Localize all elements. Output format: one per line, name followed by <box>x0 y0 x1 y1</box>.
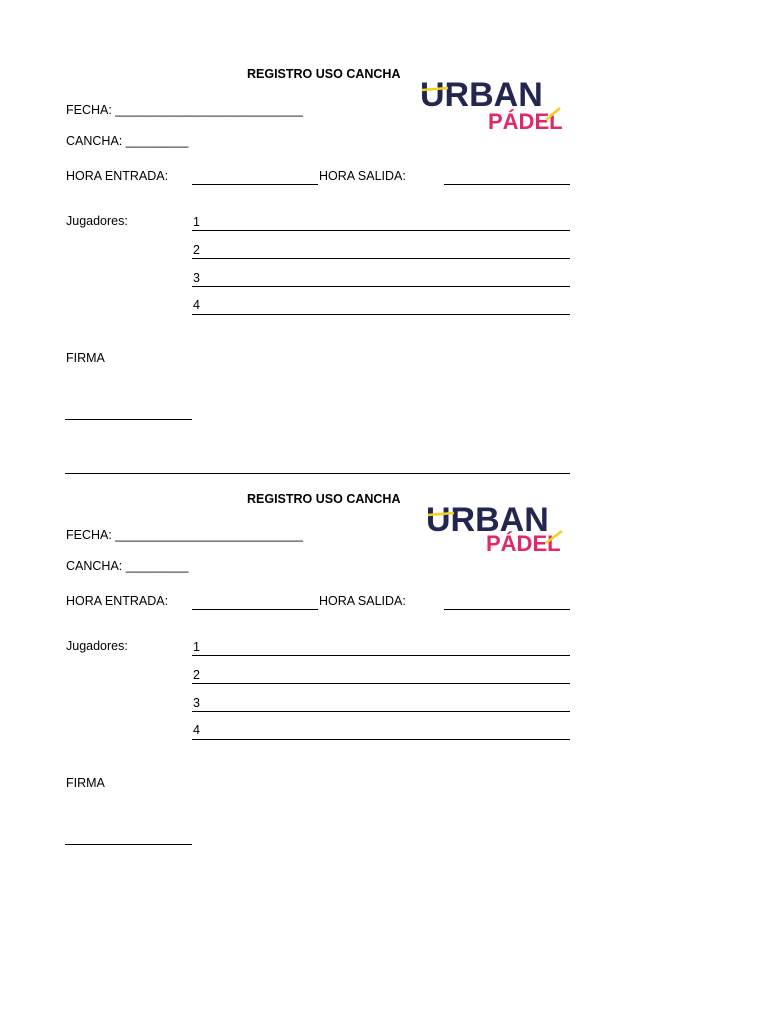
player-line[interactable] <box>192 286 570 287</box>
player-number: 3 <box>193 271 200 285</box>
jugadores-label: Jugadores: <box>66 214 128 228</box>
player-line[interactable] <box>192 739 570 740</box>
fecha-label: FECHA: ___________________________ <box>66 103 304 117</box>
firma-label: FIRMA <box>66 351 105 365</box>
logo-word-urban: URBAN <box>426 501 549 539</box>
logo-word-padel: PÁDEL <box>486 531 561 556</box>
hora-salida-label: HORA SALIDA: <box>319 594 406 608</box>
form-title: REGISTRO USO CANCHA <box>247 67 401 81</box>
cancha-label: CANCHA: _________ <box>66 134 189 148</box>
player-number: 4 <box>193 723 200 737</box>
hora-salida-line[interactable] <box>444 184 570 185</box>
hora-entrada-label: HORA ENTRADA: <box>66 594 169 608</box>
firma-label: FIRMA <box>66 776 105 790</box>
urban-padel-logo <box>424 501 572 559</box>
player-line[interactable] <box>192 314 570 315</box>
hora-salida-label: HORA SALIDA: <box>319 169 406 183</box>
hora-salida-line[interactable] <box>444 609 570 610</box>
registration-form-1 <box>0 0 768 420</box>
player-number: 2 <box>193 243 200 257</box>
player-line[interactable] <box>192 230 570 231</box>
player-number: 2 <box>193 668 200 682</box>
player-number: 1 <box>193 640 200 654</box>
firma-line[interactable] <box>65 419 192 420</box>
fecha-label: FECHA: ___________________________ <box>66 528 304 542</box>
player-number: 3 <box>193 696 200 710</box>
registration-form-2 <box>0 425 768 845</box>
player-number: 1 <box>193 215 200 229</box>
hora-entrada-label: HORA ENTRADA: <box>66 169 169 183</box>
player-line[interactable] <box>192 711 570 712</box>
player-line[interactable] <box>192 683 570 684</box>
hora-entrada-line[interactable] <box>192 609 318 610</box>
player-line[interactable] <box>192 655 570 656</box>
form-title: REGISTRO USO CANCHA <box>247 492 401 506</box>
jugadores-label: Jugadores: <box>66 639 128 653</box>
logo-word-urban: URBAN <box>420 76 543 114</box>
urban-padel-logo <box>418 76 566 134</box>
player-number: 4 <box>193 298 200 312</box>
player-line[interactable] <box>192 258 570 259</box>
cancha-label: CANCHA: _________ <box>66 559 189 573</box>
hora-entrada-line[interactable] <box>192 184 318 185</box>
firma-line[interactable] <box>65 844 192 845</box>
logo-word-padel: PÁDEL <box>488 109 563 134</box>
